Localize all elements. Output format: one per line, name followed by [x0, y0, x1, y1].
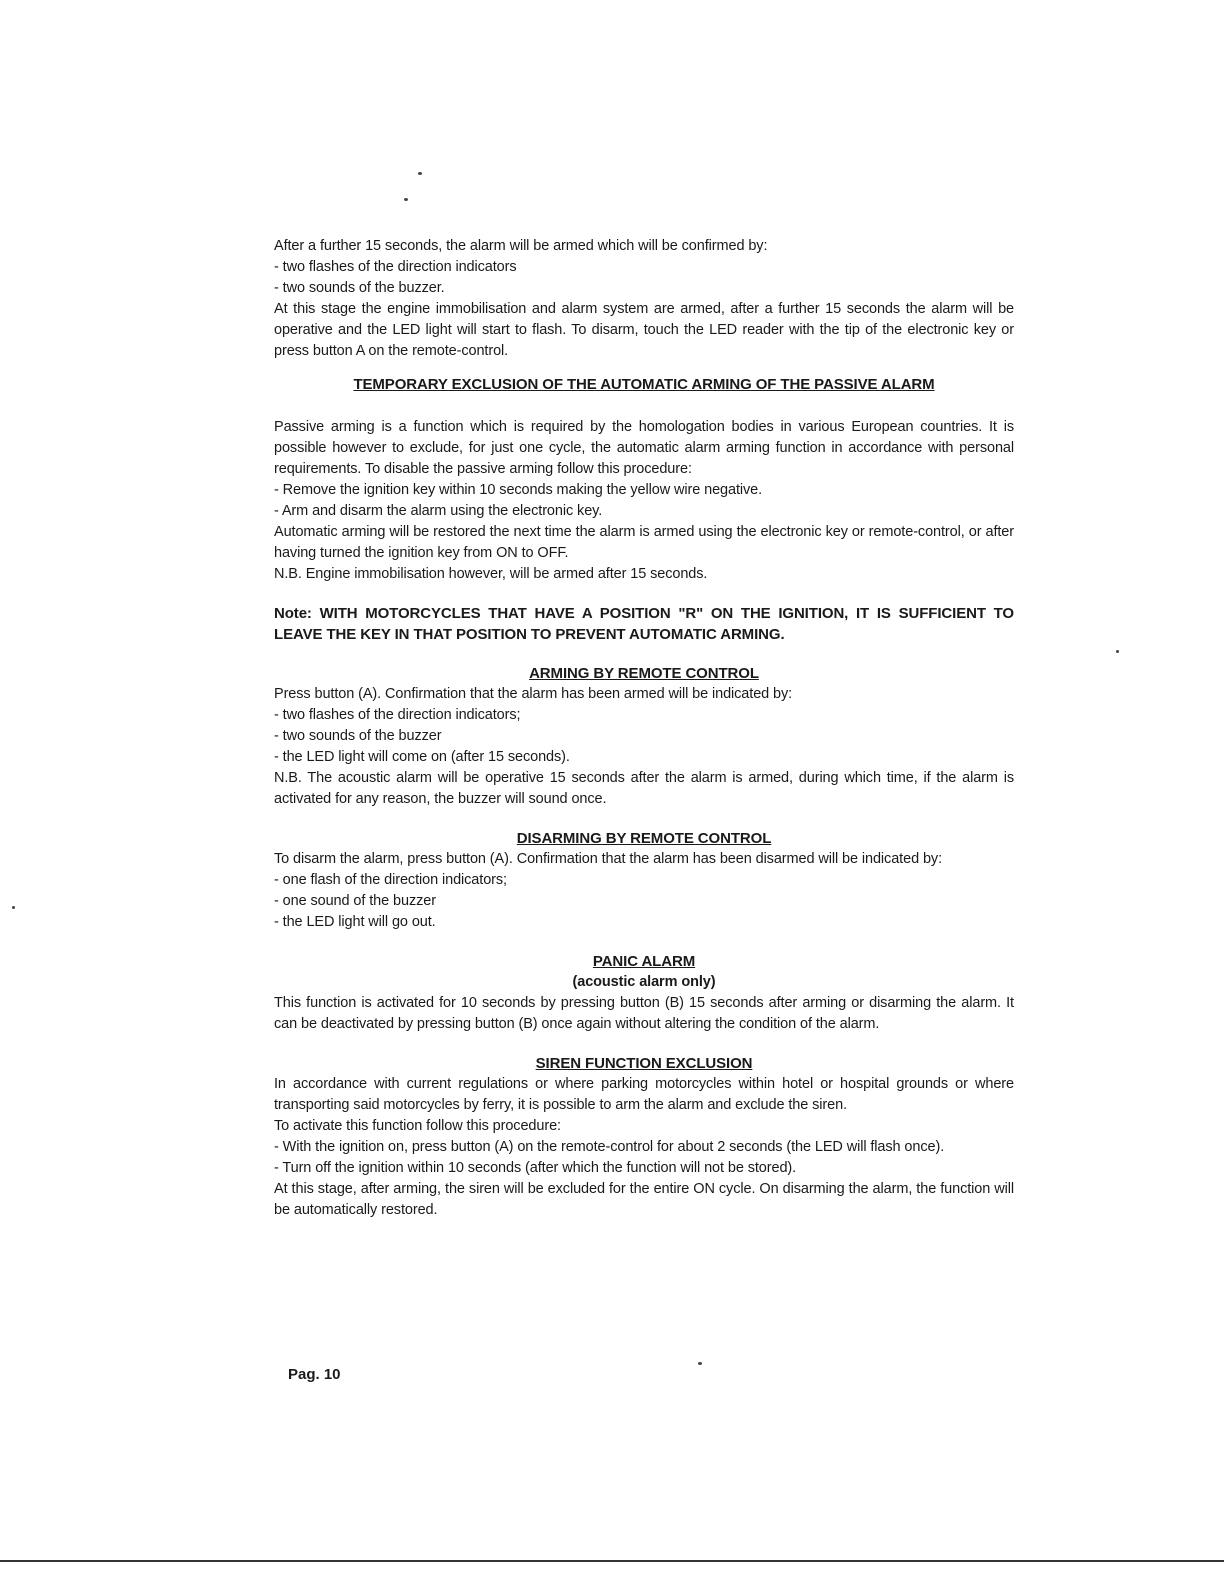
list-item: - the LED light will go out.	[274, 914, 436, 930]
scan-speck	[418, 172, 422, 175]
paragraph: To disarm the alarm, press button (A). Confirmation that the alarm has been disarmed will be indicated by:	[274, 851, 942, 867]
intro-section	[274, 236, 1014, 362]
section-heading: DISARMING BY REMOTE CONTROL	[516, 830, 772, 847]
paragraph: This function is activated for 10 seconds by pressing button (B) 15 seconds after arming or disarming the alarm. It can be deactivated by pressing button (B) once again without altering the condition of the alarm.	[274, 995, 1014, 1032]
list-item: - one flash of the direction indicators;	[274, 872, 507, 888]
list-item: - two sounds of the buzzer	[274, 728, 442, 744]
list-item: - two flashes of the direction indicators;	[274, 707, 521, 723]
list-item: - Turn off the ignition within 10 seconds (after which the function will not be stored).	[274, 1160, 797, 1176]
paragraph: At this stage, after arming, the siren will be excluded for the entire ON cycle. On disarming the alarm, the function will be automatically restored.	[274, 1181, 1014, 1218]
nb-note: N.B. The acoustic alarm will be operative 15 seconds after the alarm is armed, during which time, if the alarm is activated for any reason, the buzzer will sound once.	[274, 770, 1014, 807]
list-item: - Remove the ignition key within 10 seconds making the yellow wire negative.	[274, 482, 763, 498]
scan-speck	[404, 198, 408, 201]
list-item: - With the ignition on, press button (A) on the remote-control for about 2 seconds (the LED will flash once).	[274, 1139, 945, 1155]
list-item: - the LED light will come on (after 15 seconds).	[274, 749, 570, 765]
list-item: - two sounds of the buzzer.	[274, 280, 445, 296]
arming-section	[274, 663, 1014, 810]
nb-note: N.B. Engine immobilisation however, will be armed after 15 seconds.	[274, 566, 708, 582]
section-heading: ARMING BY REMOTE CONTROL	[529, 665, 759, 682]
paragraph: Press button (A). Confirmation that the alarm has been armed will be indicated by:	[274, 686, 793, 702]
scan-speck	[1116, 650, 1119, 653]
note-text: Note: WITH MOTORCYCLES THAT HAVE A POSITION "R" ON THE IGNITION, IT IS SUFFICIENT TO LEAVE THE KEY IN THAT POSITION TO PREVENT AUTOMATIC ARMING.	[274, 605, 1014, 643]
section-subheading: (acoustic alarm only)	[572, 974, 716, 990]
intro-line: After a further 15 seconds, the alarm will be armed which will be confirmed by:	[274, 238, 768, 254]
document-body	[274, 236, 1014, 1221]
paragraph: Passive arming is a function which is required by the homologation bodies in various European countries. It is possible however to exclude, for just one cycle, the automatic alarm arming function in accordance with personal requirements. To disable the passive arming follow this procedure:	[274, 419, 1014, 477]
paragraph: In accordance with current regulations or where parking motorcycles within hotel or hospital grounds or where transporting said motorcycles by ferry, it is possible to arm the alarm and exclude the siren.	[274, 1076, 1014, 1113]
section-heading: PANIC ALARM	[592, 953, 696, 970]
scan-speck	[698, 1362, 702, 1365]
temporary-exclusion-section	[274, 374, 1014, 645]
siren-section	[274, 1053, 1014, 1221]
paragraph: To activate this function follow this procedure:	[274, 1118, 561, 1134]
bottom-divider	[0, 1560, 1224, 1562]
scan-speck	[12, 906, 15, 909]
section-heading: TEMPORARY EXCLUSION OF THE AUTOMATIC ARMING OF THE PASSIVE ALARM	[353, 376, 935, 393]
paragraph: At this stage the engine immobilisation and alarm system are armed, after a further 15 seconds the alarm will be operative and the LED light will start to flash. To disarm, touch the LED reader with the tip of the electronic key or press button A on the remote-control.	[274, 301, 1014, 359]
disarming-section	[274, 828, 1014, 933]
paragraph: Automatic arming will be restored the next time the alarm is armed using the electronic key or remote-control, or after having turned the ignition key from ON to OFF.	[274, 524, 1014, 561]
page-number: Pag. 10	[288, 1366, 341, 1383]
list-item: - Arm and disarm the alarm using the electronic key.	[274, 503, 603, 519]
panic-section	[274, 951, 1014, 1035]
section-heading: SIREN FUNCTION EXCLUSION	[535, 1055, 753, 1072]
list-item: - two flashes of the direction indicators	[274, 259, 517, 275]
list-item: - one sound of the buzzer	[274, 893, 436, 909]
